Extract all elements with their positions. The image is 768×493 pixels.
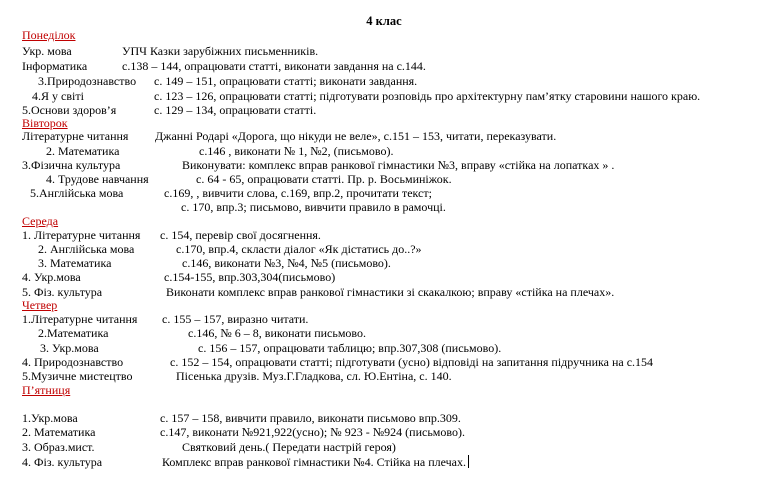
row-task: с. 157 – 158, вивчити правило, виконати письмово впр.309. [160, 411, 461, 425]
row-subject: 3. Укр.мова [40, 341, 99, 355]
row-subject: 4. Укр.мова [22, 270, 81, 284]
row-subject: 1.Укр.мова [22, 411, 78, 425]
row-subject: 3. Образ.мист. [22, 440, 95, 454]
row-task: Комплекс вправ ранкової гімнастики №4. Стійка на плечах. [162, 455, 466, 469]
row-subject: 2.Математика [38, 326, 109, 340]
row-subject: Інформатика [22, 59, 88, 73]
row-task: с.147, виконати №921,922(усно); № 923 - №924 (письмово). [160, 425, 465, 439]
day-heading-monday: Понеділок [22, 28, 76, 42]
row-subject: 3. Математика [38, 256, 112, 270]
row-subject: 5.Англійська мова [30, 186, 124, 200]
row-task: с.138 – 144, опрацювати статті, виконати завдання на с.144. [122, 59, 426, 73]
row-subject: 5.Музичне мистецтво [22, 369, 133, 383]
day-heading-wednesday: Середа [22, 214, 59, 228]
row-subject: 1.Літературне читання [22, 312, 138, 326]
row-task: с. 129 – 134, опрацювати статті. [154, 103, 317, 117]
row-task: с.169, , вивчити слова, с.169, впр.2, прочитати текст; [164, 186, 432, 200]
row-subject: 2. Математика [46, 144, 120, 158]
row-task: с. 154, перевір свої досягнення. [160, 228, 321, 242]
day-heading-friday: П’ятниця [22, 383, 71, 397]
row-subject: 4. Природознавство [22, 355, 124, 369]
row-subject: 4. Фіз. культура [22, 455, 103, 469]
row-task: с. 149 – 151, опрацювати статті; виконати завдання. [154, 74, 418, 88]
row-subject: 2. Англійська мова [38, 242, 135, 256]
row-subject: 4.Я у світі [32, 89, 84, 103]
row-subject: 5.Основи здоров’я [22, 103, 117, 117]
row-task: с. 156 – 157, опрацювати таблицю; впр.307,308 (письмово). [198, 341, 502, 355]
row-subject: 1. Літературне читання [22, 228, 141, 242]
row-task: с. 170, впр.3; письмово, вивчити правило в рамочці. [181, 200, 446, 214]
row-task: с.146 , виконати № 1, №2, (письмово). [199, 144, 394, 158]
row-task: Джанні Родарі «Дорога, що нікуди не веле», с.151 – 153, читати, переказувати. [155, 129, 557, 143]
row-task: с. 155 – 157, виразно читати. [162, 312, 309, 326]
day-heading-tuesday: Вівторок [22, 116, 68, 130]
row-subject: 4. Трудове навчання [46, 172, 149, 186]
row-task: Виконати комплекс вправ ранкової гімнастики зі скакалкою; вправу «стійка на плечах». [166, 285, 615, 299]
row-subject: Літературне читання [22, 129, 129, 143]
row-task-wrap [162, 454, 469, 470]
row-task: с. 152 – 154, опрацювати статті; підготувати (усно) відповіді на запитання підручника на с.154 [170, 355, 654, 369]
row-task: с.146, виконати №3, №4, №5 (письмово). [182, 256, 391, 270]
row-subject: 2. Математика [22, 425, 96, 439]
row-subject: Укр. мова [22, 44, 72, 58]
row-task: с.146, № 6 – 8, виконати письмово. [188, 326, 367, 340]
row-task: с. 64 - 65, опрацювати статті. Пр. р. Восьминіжок. [196, 172, 452, 186]
page-title: 4 клас [366, 14, 402, 28]
row-subject: 3.Фізична культура [22, 158, 121, 172]
row-task: с.170, впр.4, скласти діалог «Як дістатись до..?» [176, 242, 422, 256]
row-task: Пісенька друзів. Муз.Г.Гладкова, сл. Ю.Ентіна, с. 140. [176, 369, 452, 383]
row-task: с.154-155, впр.303,304(письмово) [164, 270, 336, 284]
row-subject: 3.Природознавство [38, 74, 137, 88]
row-task: Святковий день.( Передати настрій героя) [182, 440, 396, 454]
day-heading-thursday: Четвер [22, 298, 58, 312]
row-task: Виконувати: комплекс вправ ранкової гімнастики №3, вправу «стійка на лопатках » . [182, 158, 615, 172]
text-cursor [468, 455, 469, 468]
row-task: с. 123 – 126, опрацювати статті; підготувати розповідь про архітектурну пам’ятку старовини нашого краю. [154, 89, 701, 103]
row-task: УПЧ Казки зарубіжних письменників. [122, 44, 319, 58]
row-subject: 5. Фіз. культура [22, 285, 103, 299]
